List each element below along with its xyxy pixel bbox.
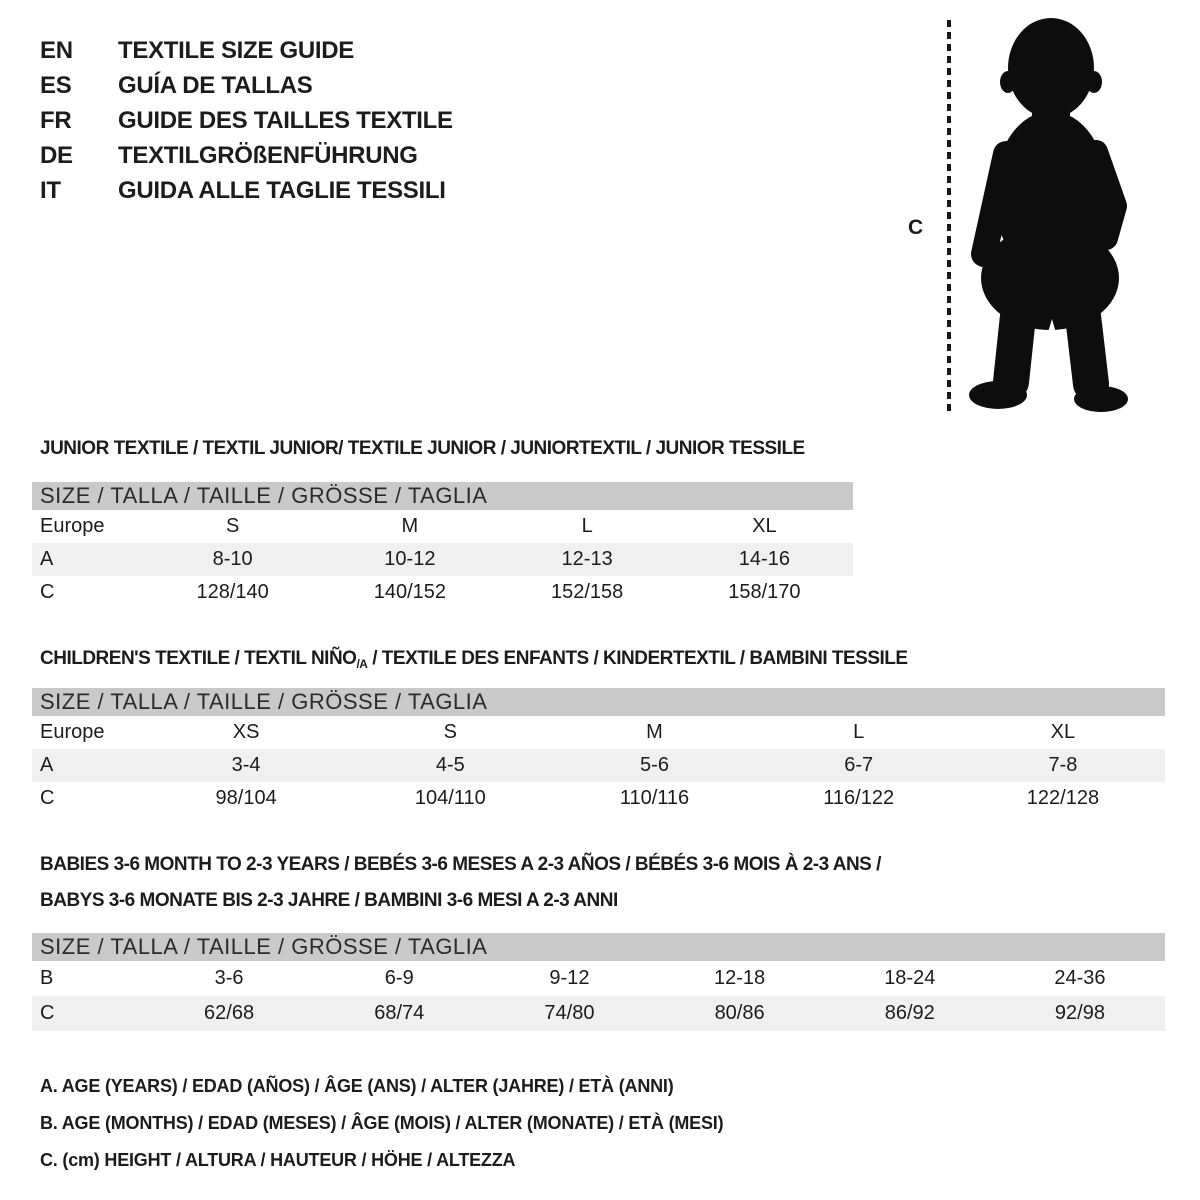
size-cell: 3-4 <box>231 754 261 776</box>
column-header: S <box>443 721 457 743</box>
size-cell: 12-13 <box>561 548 613 570</box>
row-label: C <box>40 1002 55 1024</box>
size-header-bar <box>32 688 1165 716</box>
language-code: ES <box>40 71 72 99</box>
size-cell: 6-7 <box>844 754 874 776</box>
table-row-b <box>32 961 1165 996</box>
column-header: M <box>646 721 663 743</box>
size-cell: 140/152 <box>373 581 447 603</box>
row-label: A <box>40 754 54 776</box>
height-measure-label: C <box>908 216 924 239</box>
size-cell: 62/68 <box>204 1002 255 1024</box>
column-header: S <box>225 515 240 537</box>
table-header-row <box>32 510 853 543</box>
language-code: IT <box>40 176 61 204</box>
language-row-de <box>40 138 453 173</box>
size-cell: 9-12 <box>549 967 590 989</box>
children-heading-text: / TEXTILE DES ENFANTS / KINDERTEXTIL / BAMBINI TESSILE <box>367 648 908 669</box>
column-header: XL <box>1050 721 1076 743</box>
children-section-heading <box>40 648 908 671</box>
language-row-it <box>40 173 453 208</box>
column-header: XL <box>752 515 777 537</box>
language-title: GUIDE DES TAILLES TEXTILE <box>118 106 453 134</box>
size-cell: 14-16 <box>738 548 790 570</box>
size-header-text: SIZE / TALLA / TAILLE / GRÖSSE / TAGLIA <box>40 483 488 508</box>
size-cell: 6-9 <box>384 967 414 989</box>
size-cell: 122/128 <box>1026 787 1100 809</box>
table-row-a <box>32 749 1165 782</box>
size-header-text: SIZE / TALLA / TAILLE / GRÖSSE / TAGLIA <box>40 689 488 714</box>
language-code: DE <box>40 141 73 169</box>
column-header: L <box>853 721 865 743</box>
size-cell: 128/140 <box>196 581 269 603</box>
language-list <box>40 33 453 208</box>
column-header: XS <box>232 721 260 743</box>
language-row-fr <box>40 103 453 138</box>
size-header-bar <box>32 933 1165 961</box>
size-cell: 98/104 <box>215 787 277 809</box>
children-heading-subscript: /A <box>356 657 368 671</box>
legend <box>40 1068 723 1179</box>
legend-line-a: A. AGE (YEARS) / EDAD (AÑOS) / ÂGE (ANS) / ALTER (JAHRE) / ETÀ (ANNI) <box>40 1076 674 1096</box>
junior-size-table <box>32 482 853 609</box>
size-cell: 152/158 <box>550 581 624 603</box>
table-row-a <box>32 543 853 576</box>
size-cell: 104/110 <box>414 787 486 809</box>
language-title: GUIDA ALLE TAGLIE TESSILI <box>118 176 446 204</box>
baby-figure <box>900 0 1180 430</box>
language-row-en <box>40 33 453 68</box>
size-header-text: SIZE / TALLA / TAILLE / GRÖSSE / TAGLIA <box>40 934 488 959</box>
column-header: Europe <box>40 515 105 537</box>
row-label: B <box>40 967 54 989</box>
children-size-table <box>32 688 1165 815</box>
baby-silhouette-icon <box>962 16 1162 423</box>
language-code: FR <box>40 106 72 134</box>
table-row-c <box>32 996 1165 1031</box>
size-cell: 12-18 <box>714 967 766 989</box>
babies-size-table <box>32 933 1165 1031</box>
legend-line-b: B. AGE (MONTHS) / EDAD (MESES) / ÂGE (MOIS) / ALTER (MONATE) / ETÀ (MESI) <box>40 1113 724 1133</box>
size-cell: 24-36 <box>1054 967 1106 989</box>
size-cell: 4-5 <box>435 754 465 776</box>
language-title: GUÍA DE TALLAS <box>118 71 313 99</box>
size-cell: 68/74 <box>374 1002 425 1024</box>
size-cell: 110/116 <box>619 787 690 809</box>
language-title: TEXTILGRÖßENFÜHRUNG <box>118 141 418 169</box>
size-cell: 3-6 <box>214 967 244 989</box>
size-cell: 5-6 <box>640 754 669 776</box>
language-title: TEXTILE SIZE GUIDE <box>118 36 354 64</box>
table-header-row <box>32 716 1165 749</box>
size-cell: 80/86 <box>714 1002 765 1024</box>
table-row-c <box>32 576 853 609</box>
row-label: C <box>40 581 55 603</box>
column-header: M <box>401 515 419 537</box>
size-cell: 18-24 <box>884 967 936 989</box>
size-cell: 8-10 <box>212 548 253 570</box>
table-row-c <box>32 782 1165 815</box>
column-header: Europe <box>40 721 105 743</box>
height-measure-dashed-line <box>947 20 951 416</box>
children-heading-text: CHILDREN'S TEXTILE / TEXTIL NIÑO <box>40 648 357 669</box>
row-label: A <box>40 548 54 570</box>
legend-line-c: C. (cm) HEIGHT / ALTURA / HAUTEUR / HÖHE / ALTEZZA <box>40 1150 516 1170</box>
size-cell: 158/170 <box>728 581 801 603</box>
size-cell: 74/80 <box>544 1002 595 1024</box>
size-header-bar <box>32 482 853 510</box>
size-cell: 10-12 <box>384 548 436 570</box>
size-cell: 116/122 <box>823 787 895 809</box>
babies-section-heading-line1: BABIES 3-6 MONTH TO 2-3 YEARS / BEBÉS 3-6 MESES A 2-3 AÑOS / BÉBÉS 3-6 MOIS À 2-3 ANS / <box>40 854 881 875</box>
row-label: C <box>40 787 55 809</box>
junior-section-heading: JUNIOR TEXTILE / TEXTIL JUNIOR/ TEXTILE JUNIOR / JUNIORTEXTIL / JUNIOR TESSILE <box>40 438 805 459</box>
column-header: L <box>581 515 593 537</box>
size-cell: 86/92 <box>884 1002 935 1024</box>
size-cell: 92/98 <box>1054 1002 1105 1024</box>
babies-section-heading-line2: BABYS 3-6 MONATE BIS 2-3 JAHRE / BAMBINI 3-6 MESI A 2-3 ANNI <box>40 890 618 911</box>
language-row-es <box>40 68 453 103</box>
language-code: EN <box>40 36 73 64</box>
size-cell: 7-8 <box>1048 754 1078 776</box>
